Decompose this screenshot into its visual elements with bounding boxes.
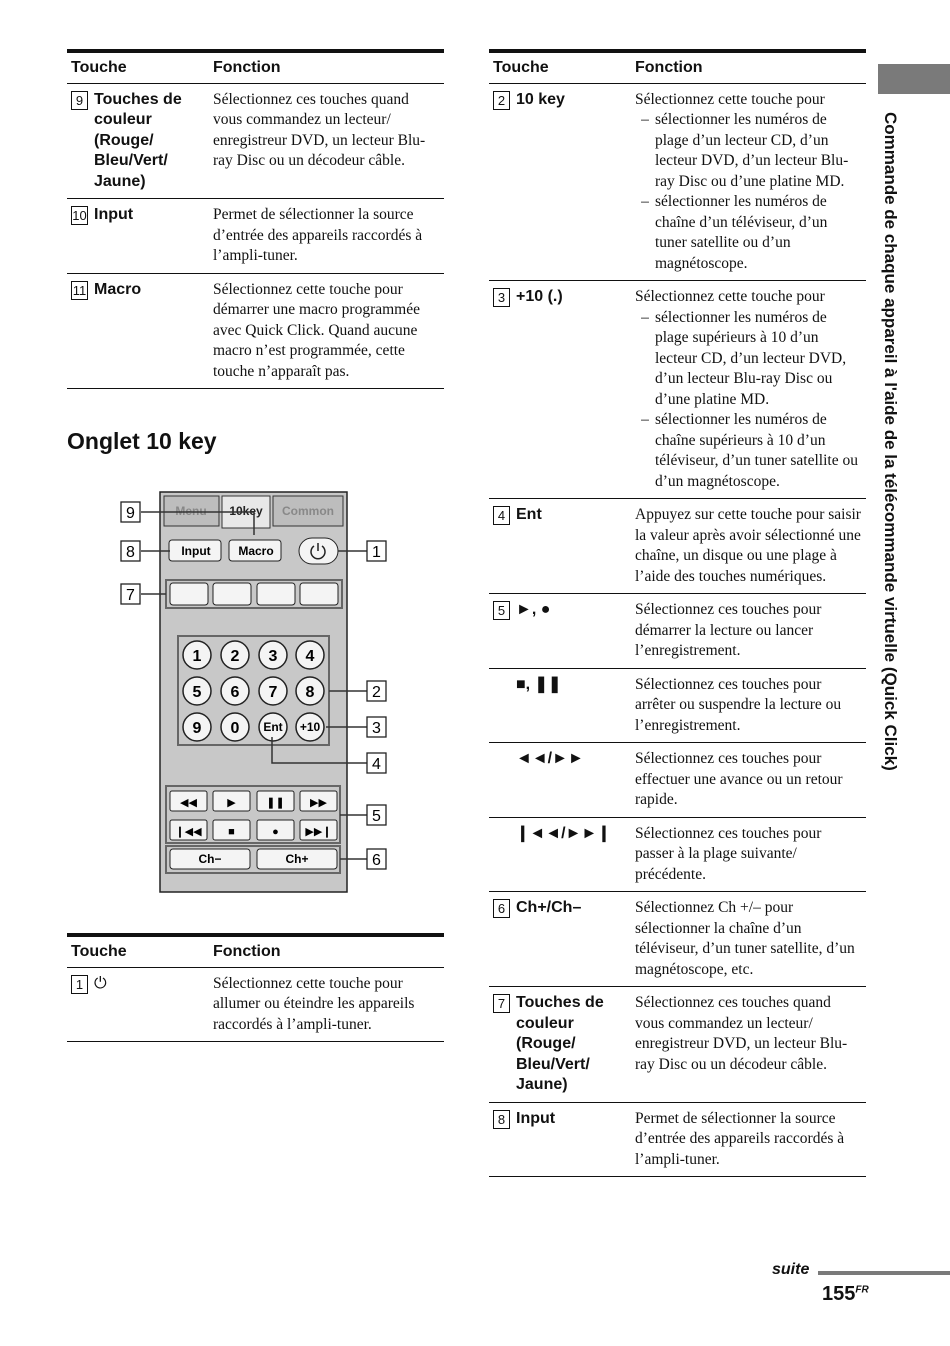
callout-box-number: 8 xyxy=(126,544,135,561)
key-label: Input xyxy=(516,1109,556,1127)
input-button-label: Input xyxy=(181,544,211,558)
callout-number: 9 xyxy=(71,91,88,110)
color-key-blue xyxy=(213,583,251,605)
function-item: sélectionner les numéros de plage supérieurs à 10 d’un lecteur CD, d’un lecteur DVD, d’un lecteur Blu-ray Disc ou d’une platine MD. xyxy=(655,308,847,408)
table-row xyxy=(489,83,866,281)
table-row xyxy=(67,83,444,199)
col-header-function: Fonction xyxy=(631,51,866,83)
digit-key-6-label: 6 xyxy=(230,684,240,701)
callout-number: 3 xyxy=(493,288,510,307)
power-icon: ⏻ xyxy=(94,974,107,992)
function-text: Sélectionnez ces touches quand vous commandez un lecteur/ enregistreur DVD, un lecteur Blu-ray Disc ou un décodeur câble. xyxy=(209,83,444,199)
digit-key-3-label: 3 xyxy=(268,648,278,665)
callout-number: 10 xyxy=(72,208,87,223)
digit-key-4-label: 4 xyxy=(305,648,315,665)
digit-key-1-label: 1 xyxy=(192,648,202,665)
function-text: Sélectionnez cette touche pour allumer ou éteindre les appareils raccordés à l’ampli-tuner. xyxy=(209,967,444,1042)
function-text: Sélectionnez ces touches pour démarrer la lecture ou lancer l’enregistrement. xyxy=(631,594,866,669)
function-text: Sélectionnez cette touche pour – sélectionner les numéros de plage supérieurs à 10 d’un lecteur CD, d’un lecteur DVD, d’un lecteur Blu-ray Disc ou d’une platine MD. – sélectionner les numéros de chaîne supérieurs à 10 d’un téléviseur, d’un tuner satellite ou d’un magnétoscope. xyxy=(631,281,866,499)
tab-10key-label: 10key xyxy=(229,504,263,518)
table-row xyxy=(489,817,866,892)
table-row xyxy=(489,668,866,743)
callout-number: 1 xyxy=(71,975,88,994)
digit-key-5-label: 5 xyxy=(192,684,202,701)
table-row xyxy=(489,594,866,669)
side-title: Commande de chaque appareil à l'aide de la télécommande virtuelle (Quick Click) xyxy=(881,112,900,771)
callout-box-number: 1 xyxy=(372,544,381,561)
table-row xyxy=(67,199,444,274)
digit-key-8-label: 8 xyxy=(305,684,315,701)
channel-down-label: Ch− xyxy=(198,852,222,866)
continued-rule xyxy=(818,1271,950,1275)
col-header-function: Fonction xyxy=(209,935,444,967)
table-row xyxy=(489,499,866,594)
section-heading: Onglet 10 key xyxy=(67,428,217,454)
digit-key-2-label: 2 xyxy=(230,648,240,665)
function-text: Sélectionnez cette touche pour – sélectionner les numéros de plage d’un lecteur CD, d’un lecteur DVD, d’un lecteur Blu-ray Disc ou d’une platine MD. – sélectionner les numéros de chaîne d’un téléviseur, d’un tuner satellite ou d’un magnétoscope. xyxy=(631,83,866,281)
callout-number: 7 xyxy=(493,994,510,1013)
function-text: Sélectionnez Ch +/– pour sélectionner la chaîne d’un téléviseur, d’un tuner satellite, d’un magnétoscope, etc. xyxy=(631,892,866,987)
page-number: $155^{FR}$ xyxy=(822,1283,869,1305)
tab-common-label: Common xyxy=(282,504,334,518)
callout-number: 5 xyxy=(493,601,510,620)
function-text: Sélectionnez cette touche pour démarrer une macro programmée avec Quick Click. Quand aucune macro n’est programmée, cette touche n’apparaît pas. xyxy=(209,273,444,389)
color-key-green xyxy=(257,583,295,605)
col-header-function: Fonction xyxy=(209,51,444,83)
side-tab-marker xyxy=(878,64,950,94)
key-label: ■, ❚❚ xyxy=(516,675,562,693)
macro-button-label: Macro xyxy=(238,544,274,558)
function-intro: Sélectionnez cette touche pour xyxy=(635,288,825,305)
col-header-key: Touche xyxy=(67,51,209,83)
pause-key-icon: ❚❚ xyxy=(266,797,285,809)
function-text: Sélectionnez ces touches pour passer à la plage suivante/ précédente. xyxy=(631,817,866,892)
key-label: +10 (.) xyxy=(516,288,563,305)
callout-number: 8 xyxy=(493,1110,510,1129)
tab-menu-label: Menu xyxy=(175,504,207,518)
color-key-red xyxy=(170,583,208,605)
table-row xyxy=(489,743,866,818)
function-text: Sélectionnez ces touches pour effectuer une avance ou un retour rapide. xyxy=(631,743,866,818)
function-text: Sélectionnez ces touches quand vous commandez un lecteur/ enregistreur DVD, un lecteur Blu-ray Disc ou un décodeur câble. xyxy=(631,987,866,1103)
function-text: Appuyez sur cette touche pour saisir la valeur après avoir sélectionné une chaîne, un disque ou une plage à l’aide des touches numériques. xyxy=(631,499,866,594)
color-key-yellow xyxy=(300,583,338,605)
callout-number: 2 xyxy=(493,91,510,110)
key-label: Macro xyxy=(94,280,142,298)
channel-up-label: Ch+ xyxy=(285,852,309,866)
table-row xyxy=(489,987,866,1103)
key-label: Ch+/Ch– xyxy=(516,899,582,916)
callout-box-number: 7 xyxy=(126,587,135,604)
table-right xyxy=(489,49,866,1177)
key-label: ◄◄/►► xyxy=(516,750,584,767)
remote-illustration xyxy=(110,488,400,898)
table-row xyxy=(489,1102,866,1177)
key-label: Touches de couleur (Rouge/ Bleu/Vert/ Jaune) xyxy=(516,994,604,1093)
callout-box-number: 2 xyxy=(372,684,381,701)
stop-key-icon: ■ xyxy=(228,826,235,838)
rewind-key-icon: ◀◀ xyxy=(180,797,197,809)
key-label: 10 key xyxy=(516,90,565,108)
record-key-icon: ● xyxy=(272,826,279,838)
function-text: Permet de sélectionner la source d’entrée des appareils raccordés à l’ampli-tuner. xyxy=(209,199,444,274)
col-header-key: Touche xyxy=(489,51,631,83)
callout-box-number: 4 xyxy=(372,756,381,773)
plus10-key-label: +10 xyxy=(299,720,321,734)
fast-forward-key-icon: ▶▶ xyxy=(310,797,327,809)
key-label: Input xyxy=(94,206,134,223)
table-row xyxy=(489,892,866,987)
callout-number: 11 xyxy=(72,282,87,298)
callout-box-number: 9 xyxy=(126,505,135,522)
function-item: sélectionner les numéros de chaîne supérieurs à 10 d’un téléviseur, d’un tuner satellite ou d’un magnétoscope. xyxy=(655,411,858,490)
ent-key-label: Ent xyxy=(263,720,283,734)
callout-box-number: 3 xyxy=(372,720,381,737)
table-row xyxy=(489,281,866,499)
key-label: Touches de couleur (Rouge/ Bleu/Vert/ Jaune) xyxy=(94,90,182,190)
function-text: Sélectionnez ces touches pour arrêter ou suspendre la lecture ou l’enregistrement. xyxy=(631,668,866,743)
continued-label: suite xyxy=(772,1261,810,1278)
next-key-icon: ▶▶❙ xyxy=(305,826,332,838)
previous-key-icon: ❙◀◀ xyxy=(175,826,202,838)
callout-number: 4 xyxy=(493,506,510,525)
function-item: sélectionner les numéros de chaîne d’un téléviseur, d’un tuner satellite ou d’un magnétoscope. xyxy=(655,193,828,272)
col-header-key: Touche xyxy=(67,935,209,967)
function-item: sélectionner les numéros de plage d’un lecteur CD, d’un lecteur DVD, d’un lecteur Blu-ray Disc ou d’une platine MD. xyxy=(655,111,849,190)
table-top-left xyxy=(67,49,444,389)
digit-key-9-label: 9 xyxy=(192,720,202,737)
callout-box-number: 5 xyxy=(372,808,381,825)
digit-key-0-label: 0 xyxy=(230,720,240,737)
function-text: Permet de sélectionner la source d’entrée des appareils raccordés à l’ampli-tuner. xyxy=(631,1102,866,1177)
table-row xyxy=(67,273,444,389)
callout-box-number: 6 xyxy=(372,852,381,869)
key-label: ❙◄◄/►►❙ xyxy=(516,824,611,842)
callout-number: 6 xyxy=(493,899,510,918)
table-row xyxy=(67,967,444,1042)
digit-key-7-label: 7 xyxy=(268,684,278,701)
key-label: Ent xyxy=(516,506,542,523)
play-key-icon: ▶ xyxy=(227,797,236,809)
table-bottom-left xyxy=(67,933,444,1042)
key-label: ►, ● xyxy=(516,601,551,618)
function-intro: Sélectionnez cette touche pour xyxy=(635,90,825,108)
